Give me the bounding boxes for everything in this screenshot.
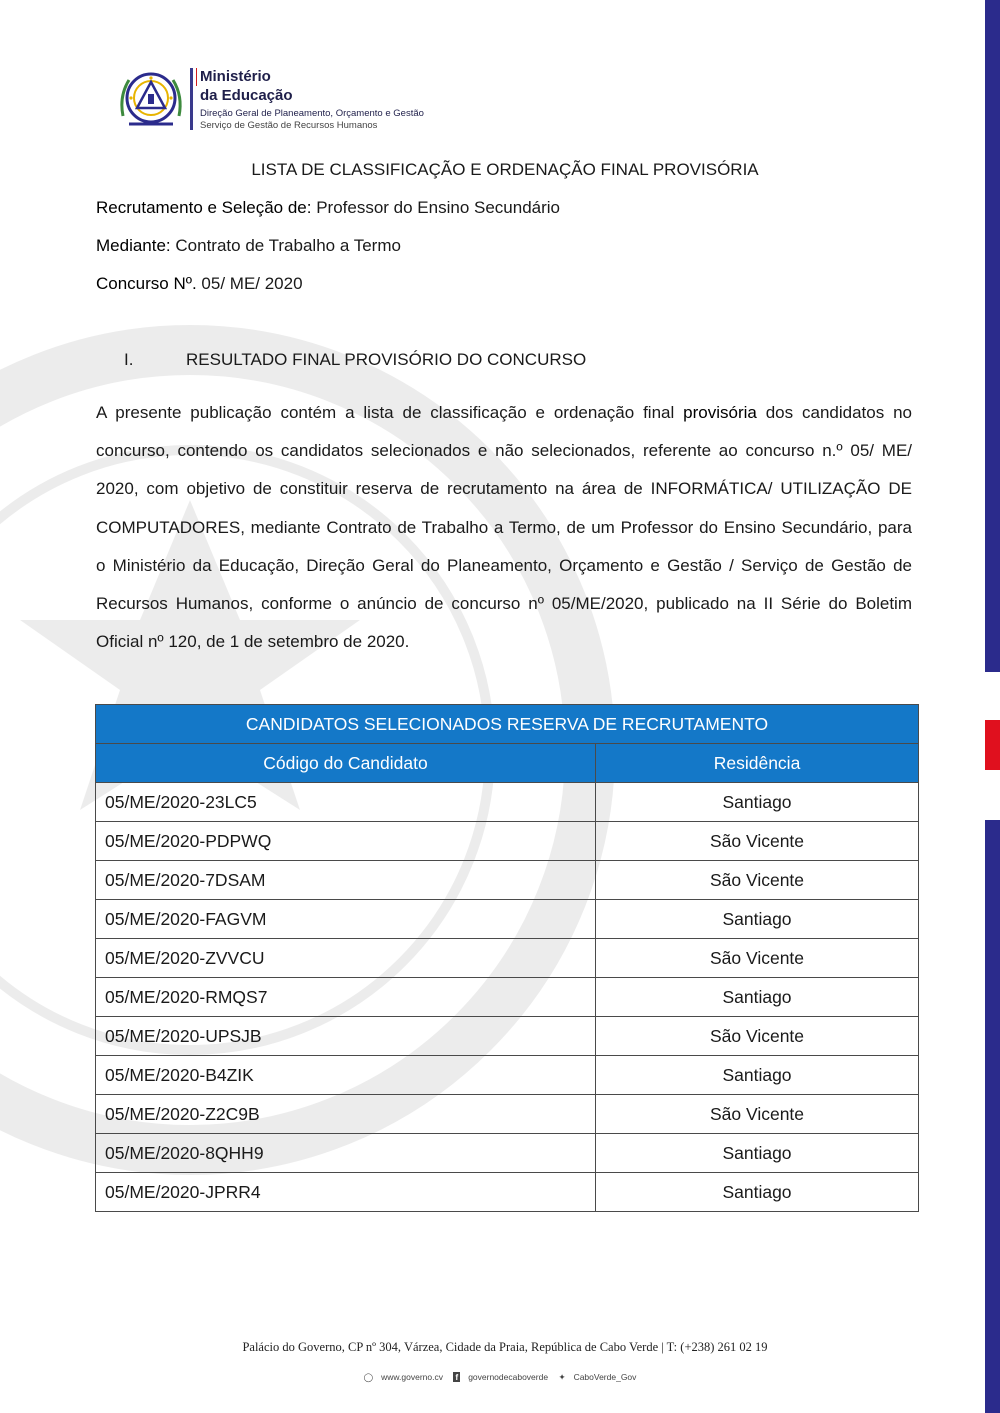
logo-education: da Educação [200, 87, 293, 104]
section-number: I. [124, 350, 134, 369]
table-header-row [96, 744, 919, 783]
coat-of-arms-icon [115, 66, 187, 134]
footer-social [0, 1372, 1000, 1383]
candidate-residence: Santiago [596, 1134, 919, 1173]
candidate-code: 05/ME/2020-Z2C9B [96, 1095, 596, 1134]
intro-paragraph [96, 394, 912, 661]
logo-directorate: Direção Geral de Planeamento, Orçamento e Gestão [200, 108, 424, 119]
website-link[interactable]: www.governo.cv [381, 1372, 443, 1382]
table-row [96, 1056, 919, 1095]
candidate-code: 05/ME/2020-B4ZIK [96, 1056, 596, 1095]
logo-separator [190, 68, 193, 130]
facebook-link[interactable]: governodecaboverde [468, 1372, 549, 1382]
logo-ministry: Ministério [200, 68, 271, 85]
candidate-residence: Santiago [596, 783, 919, 822]
candidate-code: 05/ME/2020-RMQS7 [96, 978, 596, 1017]
method-line [96, 236, 401, 256]
table-title: CANDIDATOS SELECIONADOS RESERVA DE RECRUTAMENTO [96, 705, 919, 744]
page-edge-bars [985, 0, 1000, 1413]
candidate-code: 05/ME/2020-7DSAM [96, 861, 596, 900]
table-row [96, 900, 919, 939]
edge-bar-red [985, 720, 1000, 770]
candidate-residence: São Vicente [596, 861, 919, 900]
table-title-row [96, 705, 919, 744]
candidate-code: 05/ME/2020-23LC5 [96, 783, 596, 822]
table-row [96, 978, 919, 1017]
candidate-residence: São Vicente [596, 1017, 919, 1056]
document-title: LISTA DE CLASSIFICAÇÃO E ORDENAÇÃO FINAL PROVISÓRIA [251, 160, 759, 179]
ministry-logo [115, 66, 435, 136]
twitter-link[interactable]: CaboVerde_Gov [573, 1372, 637, 1382]
recruitment-value: Professor do Ensino Secundário [311, 198, 561, 217]
globe-icon: ◯ [363, 1372, 374, 1382]
footer-address: Palácio do Governo, CP nº 304, Várzea, Cidade da Praia, República de Cabo Verde | T: (+238) 261 02 19 [242, 1340, 768, 1354]
method-value: Contrato de Trabalho a Termo [170, 236, 401, 255]
candidate-residence: Santiago [596, 900, 919, 939]
logo-service: Serviço de Gestão de Recursos Humanos [200, 120, 378, 131]
candidate-residence: São Vicente [596, 939, 919, 978]
candidate-code: 05/ME/2020-ZVVCU [96, 939, 596, 978]
table-body [96, 783, 919, 1212]
table-row [96, 1173, 919, 1212]
para-before: A presente publicação contém a lista de classificação e ordenação final [96, 403, 684, 422]
table-row [96, 861, 919, 900]
para-after: dos candidatos no concurso, contendo os candidatos selecionados e não selecionados, referente ao concurso n.º 05/ ME/ 2020, com objetivo de constituir reserva de recrutamento na área de INFORMÁTICA/ UTILIZAÇÃO DE COMPUTADORES, mediante Contrato de Trabalho a Termo, de um Professor do Ensino Secundário, para o Ministério da Educação, Direção Geral do Planeamento, Orçamento e Gestão / Serviço de Gestão de Recursos Humanos, conforme o anúncio de concurso nº 05/ME/2020, publicado na II Série do Boletim Oficial nº 120, de 1 de setembro de 2020. [96, 403, 913, 652]
candidate-residence: Santiago [596, 1056, 919, 1095]
section-heading [124, 350, 586, 370]
candidate-residence: Santiago [596, 978, 919, 1017]
candidate-residence: São Vicente [596, 1095, 919, 1134]
contest-line [96, 274, 303, 294]
table-row [96, 1134, 919, 1173]
table-row [96, 1017, 919, 1056]
candidate-code: 05/ME/2020-8QHH9 [96, 1134, 596, 1173]
method-label: Mediante: [96, 236, 171, 255]
column-header-residence: Residência [596, 744, 919, 783]
logo-separator-accent [196, 68, 197, 86]
facebook-icon: f [455, 1372, 459, 1382]
candidate-residence: São Vicente [596, 822, 919, 861]
table-row [96, 783, 919, 822]
column-header-code: Código do Candidato [96, 744, 596, 783]
table-row [96, 1095, 919, 1134]
recruitment-label: Recrutamento e Seleção de: [96, 198, 312, 217]
twitter-icon: ✦ [558, 1372, 566, 1382]
candidate-code: 05/ME/2020-PDPWQ [96, 822, 596, 861]
edge-bar-blue-top [985, 0, 1000, 672]
candidate-code: 05/ME/2020-FAGVM [96, 900, 596, 939]
section-title: RESULTADO FINAL PROVISÓRIO DO CONCURSO [186, 350, 587, 369]
candidate-residence: Santiago [596, 1173, 919, 1212]
edge-bar-blue-bottom [985, 820, 1000, 1413]
candidate-code: 05/ME/2020-UPSJB [96, 1017, 596, 1056]
table-row [96, 939, 919, 978]
recruitment-line [96, 198, 560, 218]
para-bold: provisória [683, 403, 757, 422]
candidate-code: 05/ME/2020-JPRR4 [96, 1173, 596, 1212]
contest-label: Concurso Nº. [96, 274, 197, 293]
table-row [96, 822, 919, 861]
contest-value: 05/ ME/ 2020 [196, 274, 303, 293]
candidates-table [95, 704, 919, 1212]
